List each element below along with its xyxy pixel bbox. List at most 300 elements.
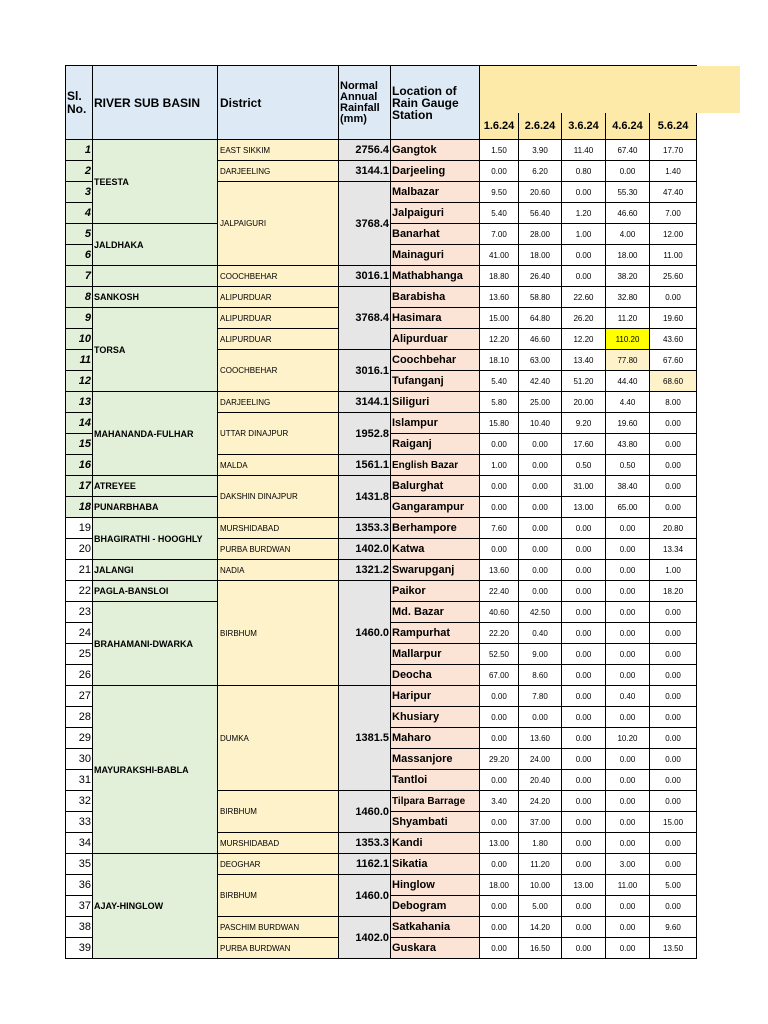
district-cell: BIRBHUM <box>218 791 339 833</box>
rainfall-value-cell: 13.00 <box>480 833 519 854</box>
rainfall-value-cell: 0.00 <box>606 161 650 182</box>
rainfall-value-cell: 0.00 <box>606 938 650 959</box>
row-sl-no: 4 <box>66 203 93 224</box>
rainfall-value-cell: 0.00 <box>606 917 650 938</box>
rainfall-value-cell: 0.00 <box>650 602 697 623</box>
rainfall-value-cell: 0.00 <box>650 686 697 707</box>
rainfall-value-cell: 0.00 <box>606 770 650 791</box>
rainfall-value-cell: 29.20 <box>480 749 519 770</box>
rain-gauge-station-cell: Mallarpur <box>391 644 480 665</box>
rainfall-value-cell: 0.00 <box>562 812 606 833</box>
rainfall-value-cell: 0.40 <box>519 623 562 644</box>
rainfall-value-cell: 19.60 <box>650 308 697 329</box>
rainfall-value-cell: 11.00 <box>650 245 697 266</box>
rainfall-value-cell: 43.60 <box>650 329 697 350</box>
rainfall-value-cell: 67.40 <box>606 140 650 161</box>
row-sl-no: 21 <box>66 560 93 581</box>
row-sl-no: 38 <box>66 917 93 938</box>
rainfall-value-cell: 0.00 <box>562 707 606 728</box>
row-sl-no: 39 <box>66 938 93 959</box>
row-sl-no: 23 <box>66 602 93 623</box>
district-cell: COOCHBEHAR <box>218 266 339 287</box>
rainfall-value-cell: 63.00 <box>519 350 562 371</box>
table-row <box>66 392 697 413</box>
rainfall-value-cell: 41.00 <box>480 245 519 266</box>
district-cell: DARJEELING <box>218 161 339 182</box>
rainfall-value-cell: 44.40 <box>606 371 650 392</box>
row-sl-no: 1 <box>66 140 93 161</box>
normal-rainfall-cell: 3768.4 <box>339 182 391 266</box>
rainfall-value-cell: 0.00 <box>480 770 519 791</box>
rainfall-value-cell: 0.00 <box>480 812 519 833</box>
normal-rainfall-cell: 1381.5 <box>339 686 391 791</box>
rainfall-value-cell: 0.00 <box>562 896 606 917</box>
river-sub-basin-cell: SANKOSH <box>93 287 218 308</box>
normal-rainfall-cell: 1353.3 <box>339 833 391 854</box>
rain-gauge-station-cell: Siliguri <box>391 392 480 413</box>
district-cell: ALIPURDUAR <box>218 329 339 350</box>
rainfall-value-cell: 11.40 <box>562 140 606 161</box>
rainfall-value-cell: 22.20 <box>480 623 519 644</box>
rainfall-value-cell: 37.00 <box>519 812 562 833</box>
row-sl-no: 31 <box>66 770 93 791</box>
rainfall-value-cell: 0.00 <box>519 560 562 581</box>
rainfall-value-cell: 15.80 <box>480 413 519 434</box>
rainfall-value-cell: 5.00 <box>650 875 697 896</box>
normal-rainfall-cell: 1162.1 <box>339 854 391 875</box>
rainfall-value-cell: 0.00 <box>562 560 606 581</box>
row-sl-no: 9 <box>66 308 93 329</box>
rainfall-value-cell: 67.60 <box>650 350 697 371</box>
rainfall-value-cell: 0.00 <box>650 749 697 770</box>
river-sub-basin-cell: BRAHAMANI-DWARKA <box>93 602 218 686</box>
table-row <box>66 560 697 581</box>
row-sl-no: 20 <box>66 539 93 560</box>
rainfall-value-cell: 3.90 <box>519 140 562 161</box>
rainfall-value-cell: 0.00 <box>562 182 606 203</box>
rainfall-value-cell: 0.00 <box>562 665 606 686</box>
rain-gauge-station-cell: Satkahania <box>391 917 480 938</box>
rainfall-value-cell: 0.00 <box>650 287 697 308</box>
normal-rainfall-cell: 1321.2 <box>339 560 391 581</box>
table-row <box>66 140 697 161</box>
river-sub-basin-cell: JALANGI <box>93 560 218 581</box>
row-sl-no: 32 <box>66 791 93 812</box>
row-sl-no: 12 <box>66 371 93 392</box>
rainfall-value-cell: 38.40 <box>606 476 650 497</box>
district-cell: ALIPURDUAR <box>218 308 339 329</box>
rain-gauge-station-cell: Malbazar <box>391 182 480 203</box>
rainfall-value-cell: 0.00 <box>650 707 697 728</box>
rainfall-value-cell: 10.20 <box>606 728 650 749</box>
rainfall-value-cell: 17.70 <box>650 140 697 161</box>
row-sl-no: 27 <box>66 686 93 707</box>
header-district: District <box>218 66 339 140</box>
normal-rainfall-cell: 3144.1 <box>339 392 391 413</box>
rainfall-value-cell: 0.00 <box>480 917 519 938</box>
row-sl-no: 35 <box>66 854 93 875</box>
rainfall-value-cell: 0.00 <box>562 770 606 791</box>
row-sl-no: 17 <box>66 476 93 497</box>
row-sl-no: 6 <box>66 245 93 266</box>
rainfall-value-cell: 13.60 <box>480 287 519 308</box>
rainfall-value-cell: 0.00 <box>606 707 650 728</box>
rainfall-value-cell: 7.80 <box>519 686 562 707</box>
header-date: 2.6.24 <box>519 113 562 140</box>
rainfall-value-cell: 3.40 <box>480 791 519 812</box>
district-cell: DARJEELING <box>218 392 339 413</box>
rainfall-value-cell: 16.50 <box>519 938 562 959</box>
header-sl-no: Sl. No. <box>66 66 93 140</box>
row-sl-no: 33 <box>66 812 93 833</box>
rainfall-value-cell: 77.80 <box>606 350 650 371</box>
rainfall-value-cell: 1.50 <box>480 140 519 161</box>
row-sl-no: 16 <box>66 455 93 476</box>
rain-gauge-station-cell: Jalpaiguri <box>391 203 480 224</box>
rainfall-value-cell: 20.40 <box>519 770 562 791</box>
table-row <box>66 686 697 707</box>
district-cell: JALPAIGURI <box>218 182 339 266</box>
rainfall-value-cell: 18.10 <box>480 350 519 371</box>
rainfall-value-cell: 0.00 <box>562 728 606 749</box>
rainfall-value-cell: 56.40 <box>519 203 562 224</box>
rain-gauge-station-cell: Deocha <box>391 665 480 686</box>
rainfall-value-cell: 15.00 <box>650 812 697 833</box>
rainfall-value-cell: 3.00 <box>606 854 650 875</box>
rainfall-value-cell: 42.40 <box>519 371 562 392</box>
rainfall-value-cell: 8.00 <box>650 392 697 413</box>
district-cell: COOCHBEHAR <box>218 350 339 392</box>
rainfall-value-cell: 65.00 <box>606 497 650 518</box>
rainfall-value-cell: 42.50 <box>519 602 562 623</box>
rainfall-value-cell: 0.00 <box>480 539 519 560</box>
rainfall-value-cell: 0.00 <box>519 476 562 497</box>
rainfall-value-cell: 13.60 <box>519 728 562 749</box>
row-sl-no: 34 <box>66 833 93 854</box>
row-sl-no: 14 <box>66 413 93 434</box>
rainfall-value-cell: 0.00 <box>480 896 519 917</box>
river-sub-basin-cell: TEESTA <box>93 140 218 224</box>
rainfall-value-cell: 0.00 <box>519 497 562 518</box>
rainfall-value-cell: 0.00 <box>562 602 606 623</box>
river-sub-basin-cell: BHAGIRATHI - HOOGHLY <box>93 518 218 560</box>
rain-gauge-station-cell: Haripur <box>391 686 480 707</box>
rainfall-value-cell: 64.80 <box>519 308 562 329</box>
rain-gauge-station-cell: Tantloi <box>391 770 480 791</box>
rainfall-value-cell: 18.20 <box>650 581 697 602</box>
rainfall-value-cell: 0.00 <box>650 413 697 434</box>
normal-rainfall-cell: 1353.3 <box>339 518 391 539</box>
rainfall-value-cell: 4.00 <box>606 224 650 245</box>
rainfall-value-cell: 7.60 <box>480 518 519 539</box>
table-body <box>66 140 697 959</box>
rainfall-value-cell: 0.00 <box>650 833 697 854</box>
river-sub-basin-cell: AJAY-HINGLOW <box>93 854 218 959</box>
rainfall-value-cell: 22.40 <box>480 581 519 602</box>
row-sl-no: 36 <box>66 875 93 896</box>
rainfall-value-cell: 13.50 <box>650 938 697 959</box>
rain-gauge-station-cell: Raiganj <box>391 434 480 455</box>
rainfall-value-cell: 10.00 <box>519 875 562 896</box>
row-sl-no: 37 <box>66 896 93 917</box>
row-sl-no: 26 <box>66 665 93 686</box>
river-sub-basin-cell: MAHANANDA-FULHAR <box>93 392 218 476</box>
rainfall-value-cell: 8.60 <box>519 665 562 686</box>
rainfall-value-cell: 0.00 <box>606 644 650 665</box>
rain-gauge-station-cell: Gangtok <box>391 140 480 161</box>
district-cell: DUMKA <box>218 686 339 791</box>
rainfall-value-cell: 11.20 <box>519 854 562 875</box>
normal-rainfall-cell: 1460.0 <box>339 791 391 833</box>
rain-gauge-station-cell: Hasimara <box>391 308 480 329</box>
river-sub-basin-cell: ATREYEE <box>93 476 218 497</box>
header-date: 3.6.24 <box>562 113 606 140</box>
row-sl-no: 5 <box>66 224 93 245</box>
rainfall-value-cell: 22.60 <box>562 287 606 308</box>
district-cell: UTTAR DINAJPUR <box>218 413 339 455</box>
row-sl-no: 11 <box>66 350 93 371</box>
rain-gauge-station-cell: Darjeeling <box>391 161 480 182</box>
rainfall-value-cell: 0.00 <box>480 854 519 875</box>
district-cell: BIRBHUM <box>218 875 339 917</box>
rainfall-value-cell: 7.00 <box>480 224 519 245</box>
rain-gauge-station-cell: Hinglow <box>391 875 480 896</box>
rainfall-value-cell: 0.40 <box>606 686 650 707</box>
rainfall-value-cell: 0.00 <box>606 602 650 623</box>
rainfall-value-cell: 13.34 <box>650 539 697 560</box>
rainfall-value-cell: 18.80 <box>480 266 519 287</box>
rain-gauge-station-cell: Balurghat <box>391 476 480 497</box>
rainfall-value-cell: 10.40 <box>519 413 562 434</box>
row-sl-no: 19 <box>66 518 93 539</box>
rainfall-value-cell: 12.20 <box>562 329 606 350</box>
rainfall-value-cell: 15.00 <box>480 308 519 329</box>
rainfall-value-cell: 0.00 <box>562 749 606 770</box>
header-normal-rainfall: Normal Annual Rainfall (mm) <box>339 66 391 140</box>
rainfall-value-cell: 0.00 <box>480 476 519 497</box>
rainfall-value-cell: 0.00 <box>562 686 606 707</box>
rainfall-value-cell: 47.40 <box>650 182 697 203</box>
rain-gauge-station-cell: Alipurduar <box>391 329 480 350</box>
rainfall-value-cell: 0.00 <box>480 938 519 959</box>
normal-rainfall-cell: 1402.0 <box>339 917 391 959</box>
rainfall-value-cell: 0.00 <box>562 518 606 539</box>
row-sl-no: 24 <box>66 623 93 644</box>
rain-gauge-station-cell: Shyambati <box>391 812 480 833</box>
row-sl-no: 22 <box>66 581 93 602</box>
rainfall-value-cell: 25.60 <box>650 266 697 287</box>
rain-gauge-station-cell: Debogram <box>391 896 480 917</box>
district-cell: MURSHIDABAD <box>218 833 339 854</box>
rainfall-value-cell: 9.00 <box>519 644 562 665</box>
rainfall-value-cell: 0.00 <box>519 539 562 560</box>
row-sl-no: 30 <box>66 749 93 770</box>
table-row <box>66 518 697 539</box>
rainfall-value-cell: 1.20 <box>562 203 606 224</box>
rainfall-value-cell: 28.00 <box>519 224 562 245</box>
header-band-extension <box>696 66 740 113</box>
rainfall-value-cell: 0.00 <box>650 476 697 497</box>
rainfall-value-cell: 17.60 <box>562 434 606 455</box>
rainfall-value-cell: 25.00 <box>519 392 562 413</box>
rainfall-value-cell: 38.20 <box>606 266 650 287</box>
rainfall-value-cell: 0.00 <box>480 497 519 518</box>
rainfall-value-cell: 19.60 <box>606 413 650 434</box>
rainfall-value-cell: 0.00 <box>650 770 697 791</box>
district-cell: BIRBHUM <box>218 581 339 686</box>
rainfall-value-cell: 0.00 <box>562 644 606 665</box>
rainfall-value-cell: 5.40 <box>480 203 519 224</box>
table-row <box>66 287 697 308</box>
rain-gauge-station-cell: Md. Bazar <box>391 602 480 623</box>
district-cell: DAKSHIN DINAJPUR <box>218 476 339 518</box>
rainfall-value-cell: 18.00 <box>480 875 519 896</box>
header-date-band <box>480 66 697 113</box>
rainfall-value-cell: 1.00 <box>562 224 606 245</box>
rainfall-value-cell: 5.40 <box>480 371 519 392</box>
river-sub-basin-cell <box>93 266 218 287</box>
rainfall-value-cell: 58.80 <box>519 287 562 308</box>
normal-rainfall-cell: 1431.8 <box>339 476 391 518</box>
rain-gauge-station-cell: Khusiary <box>391 707 480 728</box>
rain-gauge-station-cell: Mainaguri <box>391 245 480 266</box>
rainfall-value-cell: 0.00 <box>519 455 562 476</box>
rainfall-value-cell: 9.20 <box>562 413 606 434</box>
rain-gauge-station-cell: Guskara <box>391 938 480 959</box>
rainfall-value-cell: 52.50 <box>480 644 519 665</box>
rain-gauge-station-cell: Tufanganj <box>391 371 480 392</box>
normal-rainfall-cell: 3768.4 <box>339 287 391 350</box>
normal-rainfall-cell: 2756.4 <box>339 140 391 161</box>
rainfall-value-cell: 14.20 <box>519 917 562 938</box>
normal-rainfall-cell: 3016.1 <box>339 350 391 392</box>
rainfall-value-cell: 26.40 <box>519 266 562 287</box>
rainfall-value-cell: 24.00 <box>519 749 562 770</box>
rainfall-value-cell: 0.00 <box>562 581 606 602</box>
rainfall-value-cell: 67.00 <box>480 665 519 686</box>
rainfall-value-cell: 0.00 <box>650 854 697 875</box>
district-cell: PURBA BURDWAN <box>218 539 339 560</box>
rain-gauge-station-cell: Kandi <box>391 833 480 854</box>
row-sl-no: 28 <box>66 707 93 728</box>
rainfall-value-cell: 0.00 <box>606 623 650 644</box>
rainfall-value-cell: 0.00 <box>519 518 562 539</box>
district-cell: NADIA <box>218 560 339 581</box>
river-sub-basin-cell: PUNARBHABA <box>93 497 218 518</box>
rainfall-value-cell: 9.60 <box>650 917 697 938</box>
normal-rainfall-cell: 3144.1 <box>339 161 391 182</box>
rainfall-value-cell: 0.00 <box>519 707 562 728</box>
rainfall-value-cell: 0.00 <box>480 707 519 728</box>
rainfall-table <box>65 65 697 959</box>
rain-gauge-station-cell: Maharo <box>391 728 480 749</box>
row-sl-no: 29 <box>66 728 93 749</box>
rainfall-value-cell: 0.00 <box>650 896 697 917</box>
row-sl-no: 3 <box>66 182 93 203</box>
river-sub-basin-cell: PAGLA-BANSLOI <box>93 581 218 602</box>
rainfall-value-cell: 0.00 <box>650 728 697 749</box>
river-sub-basin-cell: TORSA <box>93 308 218 392</box>
rainfall-value-cell: 0.00 <box>480 161 519 182</box>
rainfall-value-cell: 0.00 <box>480 686 519 707</box>
rainfall-value-cell: 20.60 <box>519 182 562 203</box>
table-row <box>66 581 697 602</box>
rainfall-value-cell: 0.00 <box>650 791 697 812</box>
district-cell: PURBA BURDWAN <box>218 938 339 959</box>
rainfall-value-cell: 40.60 <box>480 602 519 623</box>
rainfall-value-cell: 0.00 <box>650 623 697 644</box>
rainfall-value-cell: 0.00 <box>562 791 606 812</box>
row-sl-no: 2 <box>66 161 93 182</box>
rainfall-value-cell: 12.00 <box>650 224 697 245</box>
rain-gauge-station-cell: Tilpara Barrage <box>391 791 480 812</box>
rainfall-value-cell: 0.00 <box>606 560 650 581</box>
rainfall-value-cell: 6.20 <box>519 161 562 182</box>
rainfall-value-cell: 0.00 <box>562 245 606 266</box>
district-cell: EAST SIKKIM <box>218 140 339 161</box>
rainfall-value-cell: 11.00 <box>606 875 650 896</box>
normal-rainfall-cell: 3016.1 <box>339 266 391 287</box>
rainfall-value-cell: 0.00 <box>606 665 650 686</box>
rain-gauge-station-cell: Gangarampur <box>391 497 480 518</box>
rain-gauge-station-cell: English Bazar <box>391 455 480 476</box>
rainfall-value-cell: 1.00 <box>480 455 519 476</box>
header-date: 5.6.24 <box>650 113 697 140</box>
table-row <box>66 476 697 497</box>
rain-gauge-station-cell: Islampur <box>391 413 480 434</box>
rainfall-value-cell: 55.30 <box>606 182 650 203</box>
river-sub-basin-cell: MAYURAKSHI-BABLA <box>93 686 218 854</box>
row-sl-no: 10 <box>66 329 93 350</box>
rainfall-value-cell: 0.00 <box>650 434 697 455</box>
rainfall-value-cell: 13.60 <box>480 560 519 581</box>
row-sl-no: 13 <box>66 392 93 413</box>
rainfall-value-cell: 0.00 <box>606 539 650 560</box>
row-sl-no: 8 <box>66 287 93 308</box>
header-date: 4.6.24 <box>606 113 650 140</box>
rainfall-value-cell: 51.20 <box>562 371 606 392</box>
rainfall-value-cell: 0.00 <box>606 791 650 812</box>
rainfall-value-cell: 32.80 <box>606 287 650 308</box>
district-cell: MALDA <box>218 455 339 476</box>
rain-gauge-station-cell: Mathabhanga <box>391 266 480 287</box>
row-sl-no: 25 <box>66 644 93 665</box>
district-cell: DEOGHAR <box>218 854 339 875</box>
rainfall-value-cell: 18.00 <box>519 245 562 266</box>
rainfall-value-cell: 7.00 <box>650 203 697 224</box>
rainfall-value-cell: 0.00 <box>606 581 650 602</box>
rain-gauge-station-cell: Rampurhat <box>391 623 480 644</box>
rainfall-value-cell: 18.00 <box>606 245 650 266</box>
district-cell: MURSHIDABAD <box>218 518 339 539</box>
rain-gauge-station-cell: Massanjore <box>391 749 480 770</box>
rainfall-value-cell: 68.60 <box>650 371 697 392</box>
rainfall-value-cell: 13.40 <box>562 350 606 371</box>
rainfall-value-cell: 4.40 <box>606 392 650 413</box>
rainfall-value-cell: 0.00 <box>650 455 697 476</box>
rainfall-value-cell: 0.00 <box>606 896 650 917</box>
rainfall-value-cell: 11.20 <box>606 308 650 329</box>
rainfall-value-cell: 0.00 <box>562 266 606 287</box>
rainfall-value-cell: 1.80 <box>519 833 562 854</box>
district-cell: ALIPURDUAR <box>218 287 339 308</box>
rainfall-value-cell: 46.60 <box>606 203 650 224</box>
rain-gauge-station-cell: Banarhat <box>391 224 480 245</box>
rainfall-value-cell: 43.80 <box>606 434 650 455</box>
rainfall-value-cell: 5.00 <box>519 896 562 917</box>
table-row <box>66 854 697 875</box>
rainfall-value-cell: 0.00 <box>562 917 606 938</box>
